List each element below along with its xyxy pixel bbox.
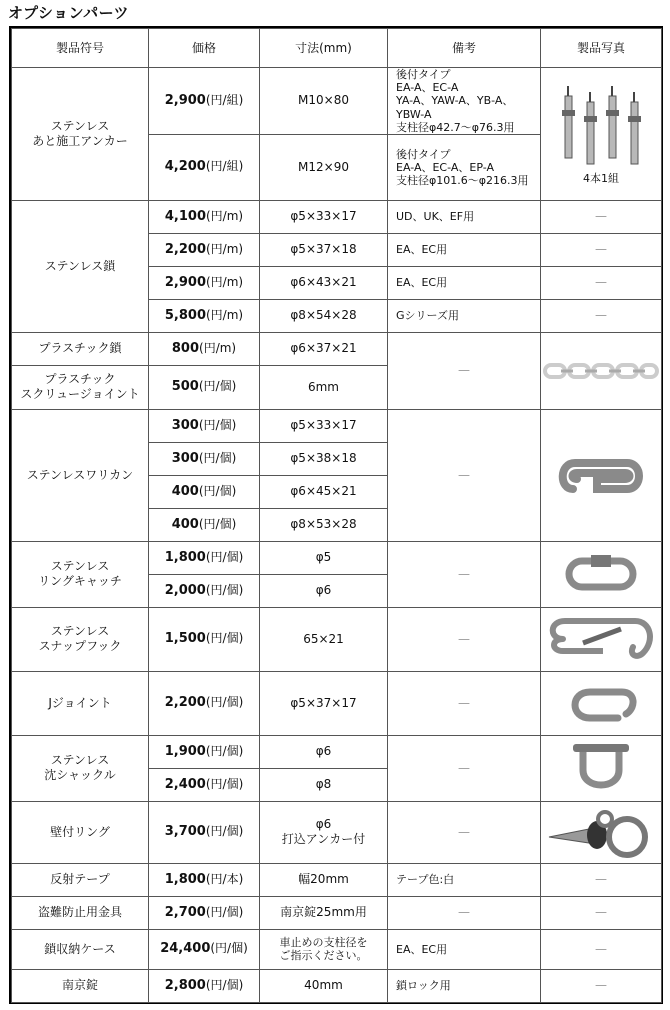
product-name: 盗難防止用金具 xyxy=(12,896,149,929)
col-header-size: 寸法(mm) xyxy=(260,29,388,68)
quick-link-icon xyxy=(561,549,641,599)
product-name: 鎖収納ケース xyxy=(12,929,149,969)
photo-caption: 4本1組 xyxy=(583,172,619,186)
price-cell: 1,800(円/個) xyxy=(149,541,260,574)
size-cell: 40mm xyxy=(260,969,388,1002)
note-cell: 鎖ロック用 xyxy=(388,969,541,1002)
size-cell: φ6×37×21 xyxy=(260,332,388,365)
size-cell: 6mm xyxy=(260,365,388,409)
size-cell: φ5×33×17 xyxy=(260,409,388,442)
photo-cell xyxy=(541,541,662,607)
price-cell: 2,200(円/m) xyxy=(149,233,260,266)
size-cell: 幅20mm xyxy=(260,863,388,896)
note-cell: 後付タイプ EA-A、EC-A YA-A、YAW-A、YB-A、YBW-A 支柱径φ42.7〜φ76.3用 xyxy=(388,68,541,135)
price-cell: 4,200(円/組) xyxy=(149,134,260,200)
table-row xyxy=(12,409,662,442)
photo-cell: — xyxy=(541,863,662,896)
price-cell: 2,700(円/個) xyxy=(149,896,260,929)
table-row xyxy=(12,332,662,365)
price-cell: 2,000(円/個) xyxy=(149,574,260,607)
split-link-icon xyxy=(553,445,649,505)
note-cell: — xyxy=(388,671,541,735)
product-name: ステンレス 沈シャックル xyxy=(12,735,149,801)
table-row xyxy=(12,863,662,896)
col-header-price: 価格 xyxy=(149,29,260,68)
size-cell: φ5 xyxy=(260,541,388,574)
table-row xyxy=(12,969,662,1002)
size-cell: M12×90 xyxy=(260,134,388,200)
table-row xyxy=(12,541,662,574)
photo-cell xyxy=(541,409,662,541)
photo-cell xyxy=(541,332,662,409)
photo-cell xyxy=(541,735,662,801)
price-cell: 400(円/個) xyxy=(149,475,260,508)
price-cell: 2,400(円/個) xyxy=(149,768,260,801)
note-cell: EA、EC用 xyxy=(388,266,541,299)
product-name: ステンレス リングキャッチ xyxy=(12,541,149,607)
price-cell: 2,900(円/組) xyxy=(149,68,260,135)
snap-hook-icon xyxy=(543,611,659,667)
size-cell: φ6×45×21 xyxy=(260,475,388,508)
col-header-code: 製品符号 xyxy=(12,29,149,68)
price-cell: 3,700(円/個) xyxy=(149,801,260,863)
table-row xyxy=(12,896,662,929)
photo-cell xyxy=(541,671,662,735)
note-cell: — xyxy=(388,332,541,409)
size-cell: 南京錠25mm用 xyxy=(260,896,388,929)
price-cell: 1,900(円/個) xyxy=(149,735,260,768)
table-row xyxy=(12,200,662,233)
page-title: オプションパーツ xyxy=(8,4,130,22)
table-row xyxy=(12,735,662,768)
price-cell: 500(円/個) xyxy=(149,365,260,409)
price-cell: 2,800(円/個) xyxy=(149,969,260,1002)
price-cell: 5,800(円/m) xyxy=(149,299,260,332)
photo-cell: — xyxy=(541,969,662,1002)
photo-cell: — xyxy=(541,299,662,332)
note-cell: — xyxy=(388,896,541,929)
size-cell: 65×21 xyxy=(260,607,388,671)
table-row xyxy=(12,671,662,735)
size-cell: φ5×37×18 xyxy=(260,233,388,266)
size-cell: φ5×37×17 xyxy=(260,671,388,735)
table-row xyxy=(12,801,662,863)
header-row xyxy=(12,29,662,68)
size-cell: φ6 xyxy=(260,735,388,768)
price-cell: 1,800(円/本) xyxy=(149,863,260,896)
anchor-bolt-icon xyxy=(551,82,651,172)
table-row xyxy=(12,607,662,671)
note-cell: EA、EC用 xyxy=(388,233,541,266)
photo-cell: — xyxy=(541,929,662,969)
note-cell: — xyxy=(388,541,541,607)
note-cell: 後付タイプ EA-A、EC-A、EP-A 支柱径φ101.6〜φ216.3用 xyxy=(388,134,541,200)
note-cell: — xyxy=(388,801,541,863)
price-cell: 2,200(円/個) xyxy=(149,671,260,735)
product-name: ステンレス スナップフック xyxy=(12,607,149,671)
note-cell: — xyxy=(388,735,541,801)
photo-cell xyxy=(541,68,662,201)
price-cell: 300(円/個) xyxy=(149,409,260,442)
product-name: プラスチック鎖 xyxy=(12,332,149,365)
col-header-photo: 製品写真 xyxy=(541,29,662,68)
j-joint-icon xyxy=(556,678,646,728)
product-name: Jジョイント xyxy=(12,671,149,735)
table-row xyxy=(12,68,662,135)
parts-table xyxy=(11,28,662,1003)
price-cell: 4,100(円/m) xyxy=(149,200,260,233)
size-cell: φ5×33×17 xyxy=(260,200,388,233)
note-cell: UD、UK、EF用 xyxy=(388,200,541,233)
size-cell: φ5×38×18 xyxy=(260,442,388,475)
size-cell: φ6 打込アンカー付 xyxy=(260,801,388,863)
note-cell: EA、EC用 xyxy=(388,929,541,969)
size-cell: φ8×53×28 xyxy=(260,508,388,541)
price-cell: 300(円/個) xyxy=(149,442,260,475)
size-cell: φ6×43×21 xyxy=(260,266,388,299)
note-cell: — xyxy=(388,607,541,671)
size-cell: M10×80 xyxy=(260,68,388,135)
product-name: ステンレスワリカン xyxy=(12,409,149,541)
size-cell: φ6 xyxy=(260,574,388,607)
wall-ring-icon xyxy=(543,803,659,861)
product-name: ステンレス あと施工アンカー xyxy=(12,68,149,201)
photo-cell xyxy=(541,801,662,863)
product-name: 南京錠 xyxy=(12,969,149,1002)
col-header-note: 備考 xyxy=(388,29,541,68)
shackle-icon xyxy=(561,740,641,796)
price-cell: 800(円/m) xyxy=(149,332,260,365)
price-cell: 400(円/個) xyxy=(149,508,260,541)
price-cell: 24,400(円/個) xyxy=(149,929,260,969)
product-name: 壁付リング xyxy=(12,801,149,863)
price-cell: 2,900(円/m) xyxy=(149,266,260,299)
note-cell: テープ色:白 xyxy=(388,863,541,896)
product-name: プラスチック スクリュージョイント xyxy=(12,365,149,409)
price-cell: 1,500(円/個) xyxy=(149,607,260,671)
plastic-chain-icon xyxy=(543,359,659,383)
note-cell: Gシリーズ用 xyxy=(388,299,541,332)
photo-cell: — xyxy=(541,896,662,929)
size-cell: φ8 xyxy=(260,768,388,801)
photo-cell: — xyxy=(541,233,662,266)
size-cell: 車止めの支柱径を ご指示ください。 xyxy=(260,929,388,969)
photo-cell xyxy=(541,607,662,671)
product-name: 反射テープ xyxy=(12,863,149,896)
photo-cell: — xyxy=(541,200,662,233)
photo-cell: — xyxy=(541,266,662,299)
table-row xyxy=(12,929,662,969)
size-cell: φ8×54×28 xyxy=(260,299,388,332)
product-name: ステンレス鎖 xyxy=(12,200,149,332)
note-cell: — xyxy=(388,409,541,541)
